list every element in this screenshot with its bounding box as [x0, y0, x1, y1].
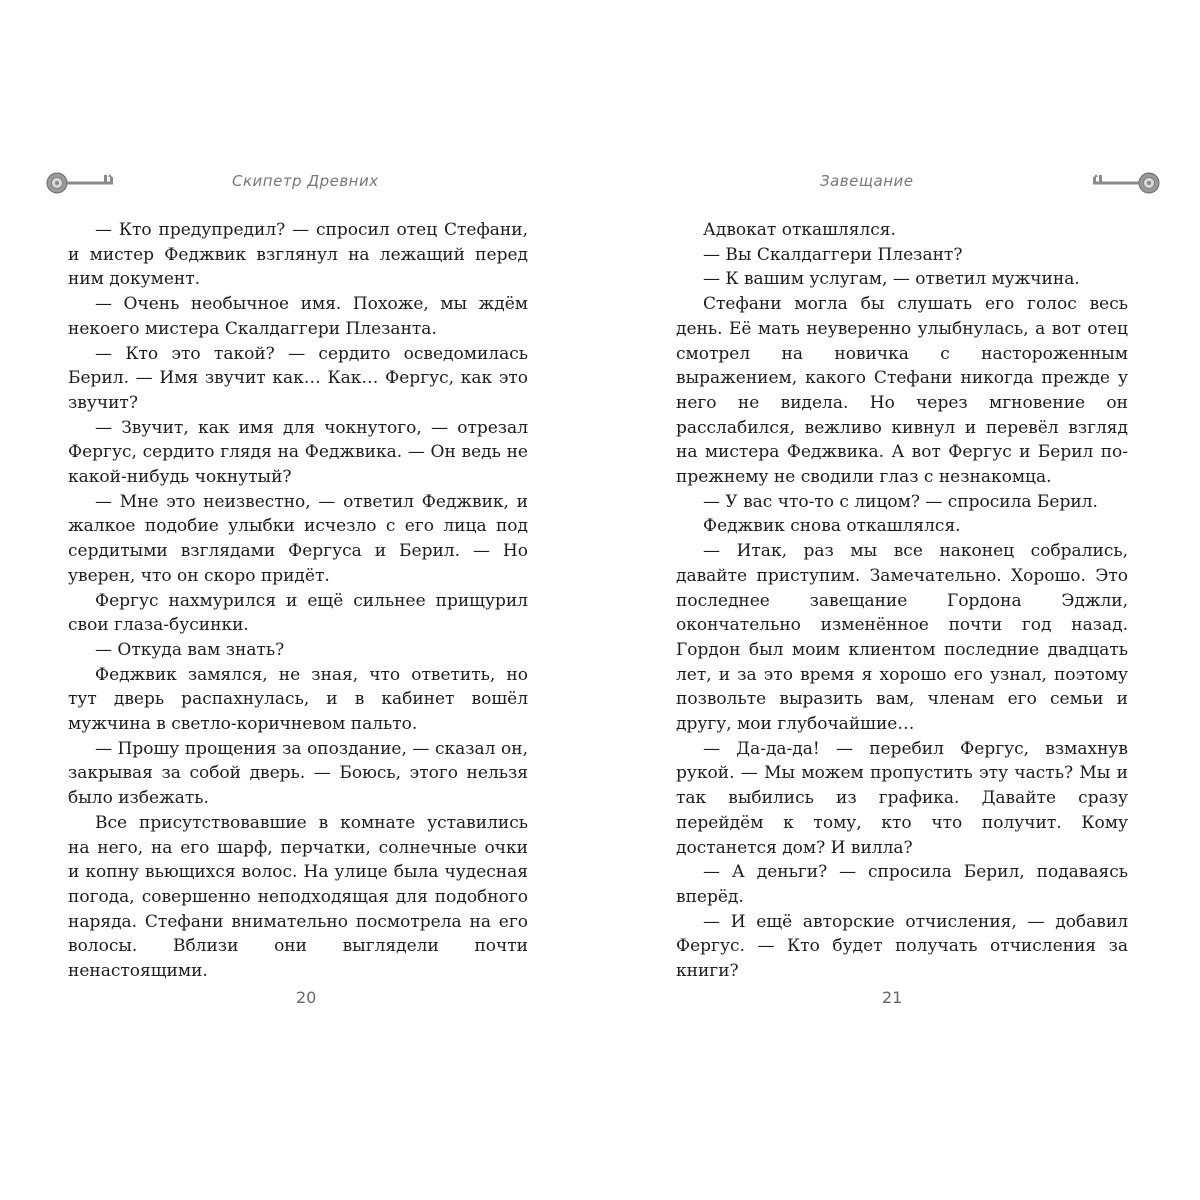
paragraph: Стефани могла бы слушать его голос весь день. Её мать неуверенно улыбнулась, а вот отец смотрел на новичка с настороженным выражением, какого Стефани никогда прежде у него не видела. Но через мгновение он расслабился, вежливо кивнул и перевёл взгляд на мистера Феджвика. А вот Фергус и Берил по-прежнему не сводили глаз с незнакомца. [676, 294, 1128, 488]
paragraph: — Очень необычное имя. Похоже, мы ждём некоего мистера Скалдаггери Плезанта. [68, 294, 528, 339]
page-number: 20 [296, 988, 317, 1007]
paragraph: — Да-да-да! — перебил Фергус, взмахнув рукой. — Мы можем пропустить эту часть? Мы и так выбились из графика. Давайте сразу перейдём к тому, кто что получит. Кому достанется дом? И вилла? [676, 738, 1128, 858]
running-head: Завещание [820, 172, 914, 190]
paragraph: Фергус нахмурился и ещё сильнее прищурил свои глаза-бусинки. [68, 590, 528, 636]
paragraph: — Кто это такой? — сердито осведомилась Берил. — Имя звучит как… Как… Фергус, как это звучит? [68, 343, 528, 413]
page-number: 21 [882, 988, 903, 1007]
paragraph: Феджвик замялся, не зная, что ответить, но тут дверь распахнулась, и в кабинет вошёл мужчина в светло-коричневом пальто. [68, 664, 528, 735]
paragraph: — Прошу прощения за опоздание, — сказал он, закрывая за собой дверь. — Боюсь, этого нельзя было избежать. [68, 738, 528, 809]
key-ornament-icon [44, 168, 124, 198]
paragraph: — Вы Скалдаггери Плезант? [703, 244, 963, 265]
paragraph: Феджвик снова откашлялся. [703, 516, 961, 537]
paragraph: — Кто предупредил? — спросил отец Стефани, и мистер Феджвик взглянул на лежащий перед ним документ. [68, 220, 528, 290]
key-ornament-icon [1082, 168, 1162, 198]
running-head: Скипетр Древних [232, 172, 379, 190]
paragraph: — Звучит, как имя для чокнутого, — отрезал Фергус, сердито глядя на Феджвика. — Он ведь не какой-нибудь чокнутый? [68, 417, 528, 488]
paragraph: — У вас что-то с лицом? — спросила Берил. [703, 491, 1098, 512]
paragraph: — А деньги? — спросила Берил, подаваясь вперёд. [676, 862, 1128, 907]
paragraph: Адвокат откашлялся. [703, 220, 896, 240]
right-text-block [676, 218, 1128, 984]
left-text-block [68, 218, 528, 984]
paragraph: — Откуда вам знать? [95, 639, 285, 660]
paragraph: — Мне это неизвестно, — ответил Феджвик, и жалкое подобие улыбки исчезло с его лица под сердитыми взглядами Фергуса и Берил. — Но уверен, что он скоро придёт. [68, 491, 528, 586]
right-page [600, 0, 1200, 1200]
paragraph: — Итак, раз мы все наконец собрались, давайте приступим. Замечательно. Хорошо. Это последнее завещание Гордона Эджли, окончательно изменённое почти год назад. Гордон был моим клиентом последние двадцать лет, и за это время я хорошо его узнал, поэтому позвольте выразить вам, членам его семьи и другу, мои глубочайшие… [676, 541, 1128, 735]
paragraph: — К вашим услугам, — ответил мужчина. [703, 269, 1080, 290]
paragraph: Все присутствовавшие в комнате уставились на него, на его шарф, перчатки, солнечные очки и копну вьющихся волос. На улице была чудесная погода, совершенно неподходящая для подобного наряда. Стефани внимательно посмотрела на его волосы. Вблизи они выглядели почти ненастоящими. [68, 812, 528, 982]
paragraph: — И ещё авторские отчисления, — добавил Фергус. — Кто будет получать отчисления за книги? [676, 911, 1128, 982]
